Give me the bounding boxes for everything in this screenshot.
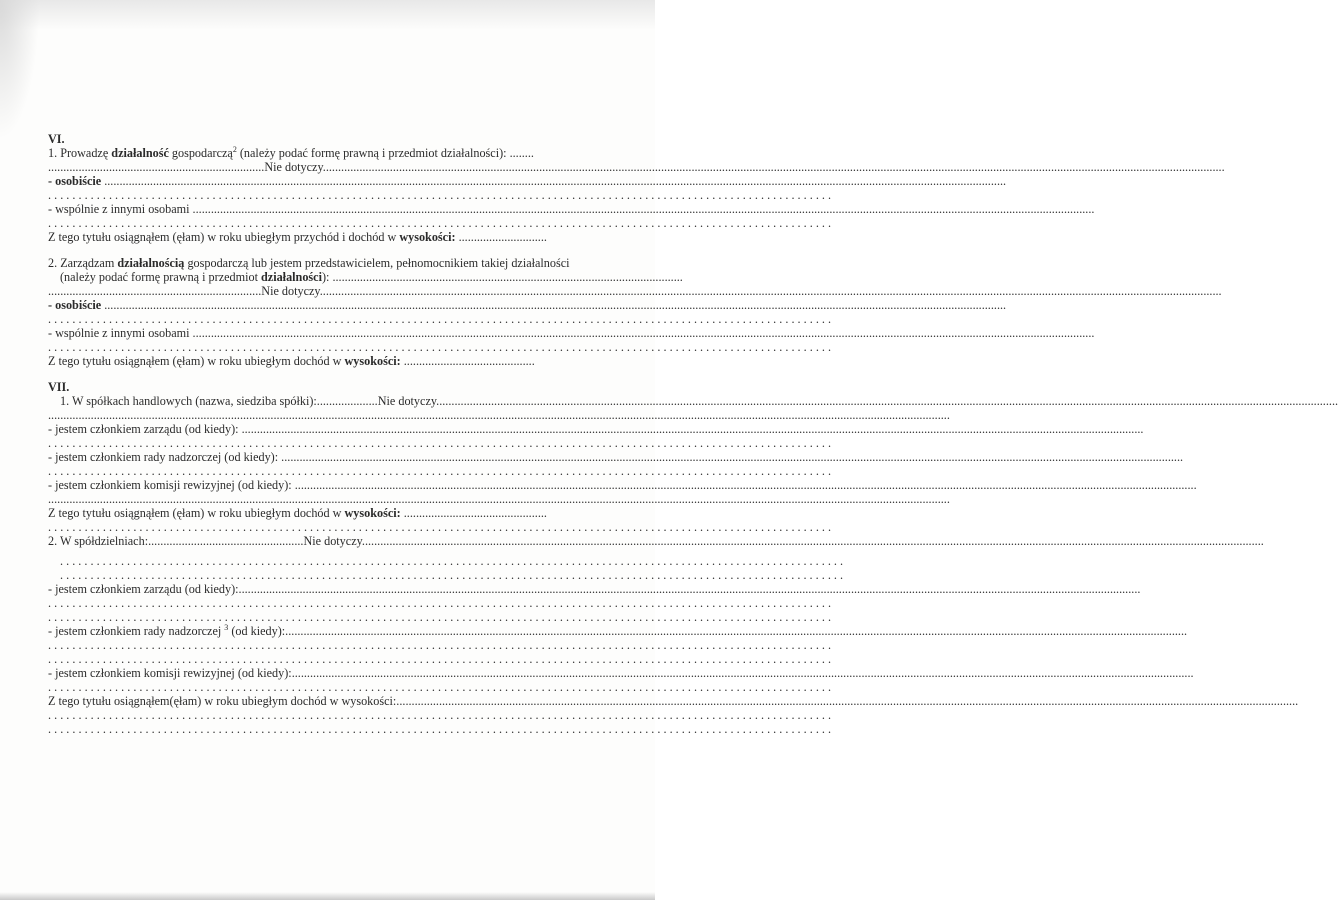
blank-line bbox=[48, 340, 556, 354]
vi-osobiscie-line: - osobiście ..... bbox=[48, 174, 608, 188]
blank-line bbox=[48, 216, 556, 230]
vi-wspolnie2-line: - wspólnie z innymi osobami ..... bbox=[48, 326, 608, 340]
vi-dochod1-line: Z tego tytułu osiągnąłem (ęłam) w roku ubiegłym przychód i dochód w wysokości: ............................. bbox=[48, 230, 547, 244]
scan-shadow-top bbox=[0, 0, 655, 30]
vii-item1-line: 1. W spółkach handlowych (nazwa, siedziba spółki):....................Nie dotyczy ..... bbox=[48, 394, 608, 408]
vi-wspolnie-line: - wspólnie z innymi osobami ..... bbox=[48, 202, 608, 216]
vii-dochod-line: Z tego tytułu osiągnąłem (ęłam) w roku ubiegłym dochód w wysokości: ............................................... bbox=[48, 506, 547, 520]
vi-item2-text: 2. Zarządzam działalnością gospodarczą lub jestem przedstawicielem, pełnomocnikiem takiej działalności bbox=[48, 256, 570, 270]
vii-komisja-line: - jestem członkiem komisji rewizyjnej (od kiedy): ..... bbox=[48, 478, 608, 492]
blank-line bbox=[48, 408, 556, 422]
vii-rada2-line: - jestem członkiem rady nadzorczej $^3$ (od kiedy): ..... bbox=[48, 624, 608, 638]
vii-zarzad2-line: - jestem członkiem zarządu (od kiedy): ..... bbox=[48, 582, 608, 596]
blank-line bbox=[48, 464, 556, 478]
section-vii-heading: VII. bbox=[48, 380, 70, 394]
blank-line bbox=[48, 312, 556, 326]
vi-item1-nd-line: .......................................................................Nie dotyczy ..... bbox=[48, 160, 608, 174]
blank-line bbox=[48, 188, 556, 202]
blank-line bbox=[48, 596, 556, 610]
vi-item1-text: 1. Prowadzę działalność gospodarczą$^2$ (należy podać formę prawną i przedmiot działalności): ........ bbox=[48, 144, 534, 160]
vi-item2-nd-line: ......................................................................Nie dotyczy ..... bbox=[48, 284, 608, 298]
blank-line bbox=[48, 680, 556, 694]
vii-item2-line: 2. W spółdzielniach:...................................................Nie dotyczy ..... bbox=[48, 534, 608, 548]
vi-osobiscie2-line: - osobiście ..... bbox=[48, 298, 608, 312]
blank-line bbox=[48, 722, 556, 736]
blank-line bbox=[48, 610, 556, 624]
vi-item2-line2: (należy podać formę prawną i przedmiot działalności): ................................................................................................................... bbox=[60, 270, 683, 284]
vi-dochod2-line: Z tego tytułu osiągnąłem (ęłam) w roku ubiegłym dochód w wysokości: ........................................... bbox=[48, 354, 535, 368]
blank-line bbox=[48, 568, 568, 582]
scan-shadow-bottom bbox=[0, 892, 655, 900]
blank-line bbox=[48, 520, 556, 534]
scan-shadow-corner bbox=[0, 0, 40, 140]
blank-line bbox=[48, 708, 556, 722]
blank-line bbox=[48, 492, 556, 506]
vii-zarzad-line: - jestem członkiem zarządu (od kiedy): ..... bbox=[48, 422, 608, 436]
form-content bbox=[48, 132, 683, 736]
blank-line bbox=[48, 436, 556, 450]
vii-komisja2-line: - jestem członkiem komisji rewizyjnej (od kiedy): ..... bbox=[48, 666, 608, 680]
section-vi-heading: VI. bbox=[48, 132, 65, 146]
vii-dochod2-line: Z tego tytułu osiągnąłem(ęłam) w roku ubiegłym dochód w wysokości: ..... bbox=[48, 694, 608, 708]
blank-line bbox=[48, 638, 556, 652]
blank-line bbox=[48, 652, 556, 666]
blank-line bbox=[48, 554, 568, 568]
vii-rada-line: - jestem członkiem rady nadzorczej (od kiedy): ..... bbox=[48, 450, 608, 464]
